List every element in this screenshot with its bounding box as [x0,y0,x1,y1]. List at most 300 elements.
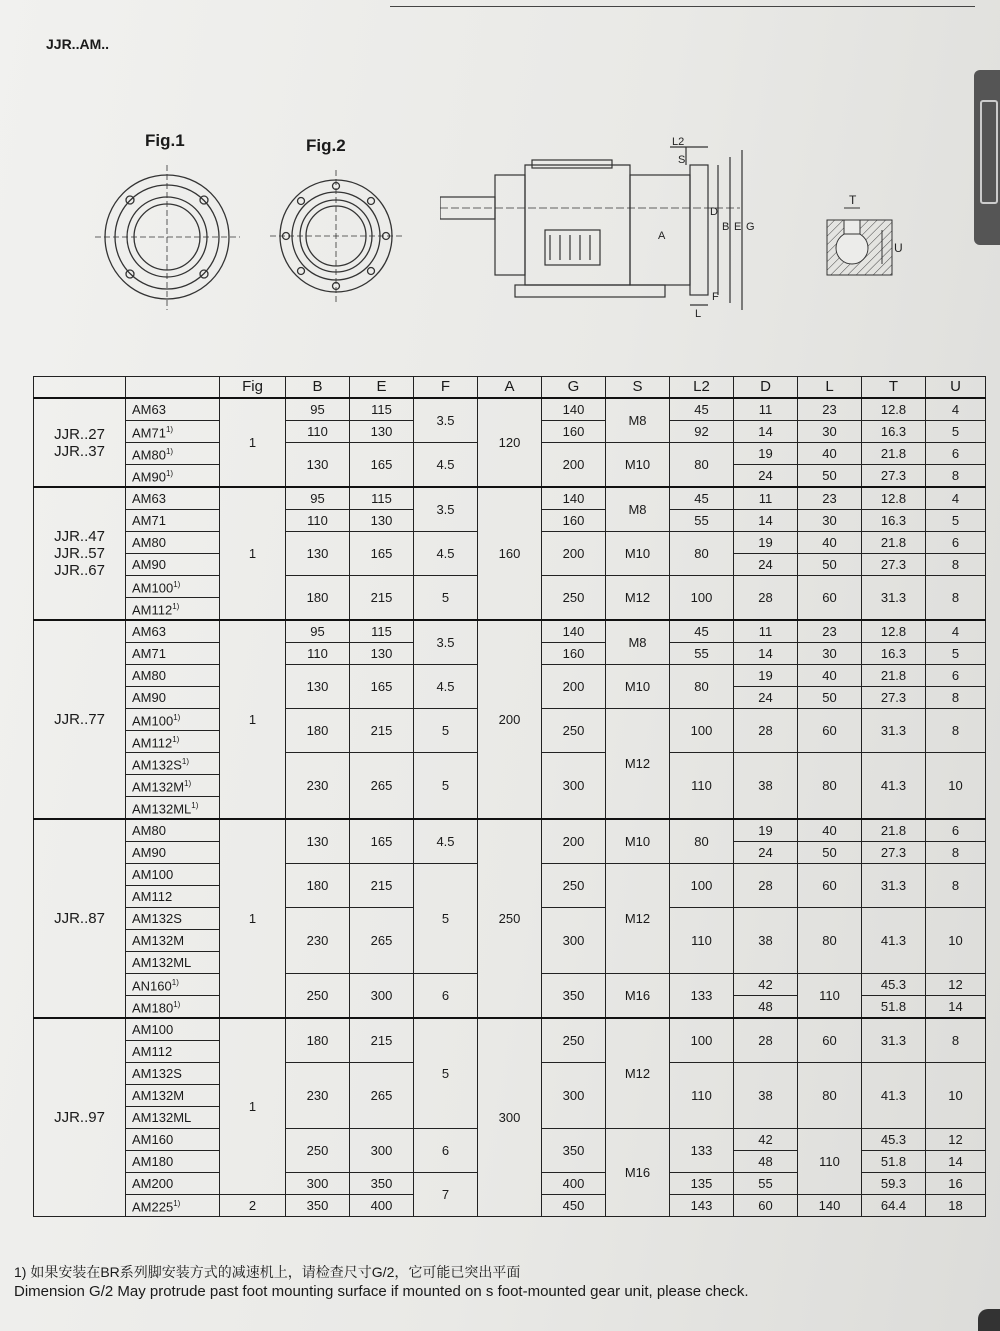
fig-cell: 2 [220,1195,286,1217]
cell-f: 4.5 [414,819,478,864]
cell-l2: 133 [670,1129,734,1173]
motor-model-cell: AM132ML [126,1107,220,1129]
motor-model-cell: AM180 [126,1151,220,1173]
cell-l: 23 [798,487,862,510]
table-row [34,487,986,510]
cell-d: 38 [734,1063,798,1129]
header-l2: L2 [670,377,734,399]
cell-t: 64.4 [862,1195,926,1217]
fig2-label: Fig.2 [306,136,346,155]
cell-b: 300 [286,1173,350,1195]
cell-g: 160 [542,510,606,532]
cell-s: M12 [606,709,670,820]
motor-model-cell: AM71 [126,510,220,532]
motor-model-cell: AM132ML [126,952,220,974]
cell-l: 50 [798,465,862,488]
cell-e: 165 [350,665,414,709]
cell-d: 14 [734,643,798,665]
cell-d: 24 [734,465,798,488]
cell-u: 6 [926,443,986,465]
cell-s: M16 [606,1129,670,1217]
fig-cell: 1 [220,620,286,819]
tab-gear-icon [980,100,998,204]
motor-model-cell: AM80 [126,819,220,842]
cell-d: 28 [734,1018,798,1063]
page-number-corner [978,1309,1000,1331]
dim-s-label: S [678,154,686,166]
cell-l2: 135 [670,1173,734,1195]
header-blank-1 [126,377,220,399]
cell-u: 4 [926,398,986,421]
cell-s: M12 [606,864,670,974]
page-title: JJR..AM.. [46,36,110,52]
cell-g: 200 [542,665,606,709]
cell-s: M8 [606,398,670,443]
cell-l: 80 [798,908,862,974]
cell-d: 11 [734,398,798,421]
cell-b: 130 [286,665,350,709]
cell-e: 400 [350,1195,414,1217]
cell-f: 5 [414,1018,478,1129]
cell-g: 140 [542,398,606,421]
fig2-flange-drawing [270,170,405,305]
cell-d: 19 [734,819,798,842]
cell-a: 120 [478,398,542,487]
side-tab [974,70,1000,245]
cell-l2: 110 [670,753,734,820]
fig-cell: 1 [220,819,286,1018]
cell-a: 300 [478,1018,542,1217]
cell-t: 31.3 [862,576,926,621]
cell-u: 14 [926,996,986,1019]
cell-d: 19 [734,443,798,465]
footnote-english: Dimension G/2 May protrude past foot mounting surface if mounted on s foot-mounted gear unit, please check. [14,1283,749,1300]
cell-b: 95 [286,487,350,510]
cell-g: 200 [542,443,606,488]
header-blank-0 [34,377,126,399]
cell-l: 23 [798,620,862,643]
table-row [34,620,986,643]
cell-d: 48 [734,1151,798,1173]
cell-d: 60 [734,1195,798,1217]
cell-f: 7 [414,1173,478,1217]
motor-model-cell: AM132M [126,1085,220,1107]
cell-g: 140 [542,620,606,643]
header-fig: Fig [220,377,286,399]
cell-u: 8 [926,576,986,621]
cell-t: 16.3 [862,510,926,532]
cell-l: 110 [798,974,862,1019]
cell-l2: 133 [670,974,734,1019]
cell-g: 350 [542,1129,606,1173]
fig1-flange-drawing [95,165,245,315]
motor-model-cell: AM132S [126,1063,220,1085]
table-row [34,398,986,421]
cell-l2: 80 [670,665,734,709]
fig-cell: 1 [220,1018,286,1195]
motor-model-cell: $AM132M^{1)}$ [126,775,220,797]
cell-t: 27.3 [862,554,926,576]
cell-f: 5 [414,753,478,820]
cell-u: 10 [926,753,986,820]
cell-s: M16 [606,974,670,1019]
cell-u: 8 [926,465,986,488]
dim-g-label: G [746,221,755,233]
cell-e: 215 [350,709,414,753]
cell-l: 50 [798,554,862,576]
cell-l2: 100 [670,576,734,621]
cell-g: 300 [542,753,606,820]
motor-model-cell: AM80$^{1)}$ [126,443,220,465]
series-cell: JJR..97 [34,1018,126,1217]
cell-e: 130 [350,510,414,532]
gear-unit-side-drawing [440,135,770,320]
cell-d: 28 [734,864,798,908]
cell-d: 14 [734,421,798,443]
series-cell: JJR..47 JJR..57 JJR..67 [34,487,126,620]
cell-g: 200 [542,819,606,864]
cell-s: M10 [606,532,670,576]
cell-g: 250 [542,576,606,621]
dim-l-label: L [695,308,702,320]
cell-s: M12 [606,576,670,621]
cell-t: 59.3 [862,1173,926,1195]
cell-e: 215 [350,576,414,621]
cell-l2: 92 [670,421,734,443]
dim-b-label: B [722,221,730,233]
cell-u: 8 [926,842,986,864]
cell-u: 6 [926,532,986,554]
cell-t: 21.8 [862,665,926,687]
motor-model-cell: AM63 [126,487,220,510]
cell-d: 42 [734,1129,798,1151]
cell-e: 115 [350,398,414,421]
cell-u: 16 [926,1173,986,1195]
cell-l: 23 [798,398,862,421]
motor-model-cell: AM71$^{1)}$ [126,421,220,443]
header-e: E [350,377,414,399]
motor-model-cell: AM180$^{1)}$ [126,996,220,1019]
table-row [34,819,986,842]
cell-u: 12 [926,1129,986,1151]
cell-u: 8 [926,1018,986,1063]
cell-e: 265 [350,908,414,974]
cell-l: 80 [798,753,862,820]
cell-u: 18 [926,1195,986,1217]
motor-model-cell: AM90 [126,687,220,709]
cell-b: 95 [286,398,350,421]
cell-l: 40 [798,665,862,687]
cell-l2: 110 [670,908,734,974]
cell-g: 250 [542,864,606,908]
cell-l2: 45 [670,487,734,510]
cell-u: 10 [926,1063,986,1129]
cell-e: 165 [350,819,414,864]
cell-b: 110 [286,510,350,532]
cell-l2: 80 [670,443,734,488]
motor-model-cell: AM160 [126,1129,220,1151]
cell-u: 12 [926,974,986,996]
cell-b: 95 [286,620,350,643]
cell-e: 350 [350,1173,414,1195]
cell-u: 10 [926,908,986,974]
cell-s: M12 [606,1018,670,1129]
cell-b: 250 [286,974,350,1019]
cell-l: 80 [798,1063,862,1129]
header-b: B [286,377,350,399]
series-cell: JJR..27 JJR..37 [34,398,126,487]
cell-s: M10 [606,665,670,709]
fig-cell: 1 [220,487,286,620]
cell-b: 180 [286,1018,350,1063]
cell-t: 21.8 [862,532,926,554]
cell-d: 14 [734,510,798,532]
dim-e-label: E [734,221,742,233]
cell-e: 265 [350,1063,414,1129]
motor-model-cell: AM112$^{1)}$ [126,731,220,753]
cell-g: 350 [542,974,606,1019]
keyway-detail-drawing [822,190,922,285]
cell-d: 28 [734,576,798,621]
cell-e: 265 [350,753,414,820]
dim-f-label: F [712,291,719,303]
cell-b: 230 [286,1063,350,1129]
cell-d: 38 [734,908,798,974]
cell-l: 30 [798,643,862,665]
motor-model-cell: AM100$^{1)}$ [126,709,220,731]
cell-b: 250 [286,1129,350,1173]
cell-t: 41.3 [862,753,926,820]
cell-b: 130 [286,532,350,576]
cell-e: 300 [350,974,414,1019]
motor-model-cell: AM63 [126,620,220,643]
cell-l2: 100 [670,864,734,908]
cell-t: 12.8 [862,398,926,421]
cell-l: 40 [798,532,862,554]
cell-l: 50 [798,687,862,709]
cell-a: 200 [478,620,542,819]
dim-l2-label: L2 [672,136,685,148]
motor-model-cell: AM112$^{1)}$ [126,598,220,621]
cell-t: 21.8 [862,443,926,465]
cell-s: M10 [606,819,670,864]
cell-g: 400 [542,1173,606,1195]
footnote-chinese: 1) 如果安装在BR系列脚安装方式的减速机上，请检查尺寸G/2，它可能已突出平面 [14,1264,521,1280]
cell-l: 60 [798,864,862,908]
cell-e: 115 [350,487,414,510]
cell-d: 11 [734,620,798,643]
cell-l2: 45 [670,398,734,421]
cell-f: 3.5 [414,620,478,665]
cell-f: 3.5 [414,487,478,532]
cell-t: 21.8 [862,819,926,842]
cell-f: 4.5 [414,665,478,709]
cell-t: 31.3 [862,1018,926,1063]
cell-b: 180 [286,864,350,908]
top-rule [390,6,975,7]
motor-model-cell: AN160$^{1)}$ [126,974,220,996]
cell-b: 180 [286,709,350,753]
cell-t: 51.8 [862,996,926,1019]
cell-b: 110 [286,421,350,443]
cell-l2: 45 [670,620,734,643]
cell-d: 24 [734,842,798,864]
motor-model-cell: $AM132S^{1)}$ [126,753,220,775]
cell-s: M8 [606,487,670,532]
cell-l2: 100 [670,1018,734,1063]
motor-model-cell: AM90 [126,842,220,864]
cell-b: 130 [286,443,350,488]
cell-b: 130 [286,819,350,864]
motor-model-cell: AM90$^{1)}$ [126,465,220,488]
cell-b: 180 [286,576,350,621]
cell-d: 48 [734,996,798,1019]
header-t: T [862,377,926,399]
header-s: S [606,377,670,399]
cell-l: 40 [798,443,862,465]
cell-e: 165 [350,532,414,576]
cell-l: 60 [798,709,862,753]
cell-g: 160 [542,421,606,443]
cell-u: 4 [926,620,986,643]
cell-l: 40 [798,819,862,842]
cell-e: 130 [350,421,414,443]
cell-u: 8 [926,709,986,753]
dimension-table [33,376,986,1217]
dim-d-label: D [710,206,718,218]
cell-t: 45.3 [862,974,926,996]
cell-e: 115 [350,620,414,643]
cell-d: 19 [734,532,798,554]
cell-t: 51.8 [862,1151,926,1173]
cell-t: 27.3 [862,465,926,488]
cell-e: 165 [350,443,414,488]
motor-model-cell: AM80 [126,532,220,554]
cell-d: 24 [734,687,798,709]
cell-g: 300 [542,908,606,974]
cell-t: 41.3 [862,908,926,974]
cell-s: M10 [606,443,670,488]
cell-u: 8 [926,864,986,908]
table-header [34,377,986,399]
cell-t: 31.3 [862,709,926,753]
motor-model-cell: AM112 [126,886,220,908]
cell-f: 4.5 [414,443,478,488]
cell-d: 55 [734,1173,798,1195]
header-l: L [798,377,862,399]
cell-u: 8 [926,687,986,709]
cell-u: 6 [926,819,986,842]
cell-u: 8 [926,554,986,576]
cell-f: 6 [414,974,478,1019]
cell-g: 250 [542,1018,606,1063]
cell-g: 300 [542,1063,606,1129]
cell-b: 230 [286,908,350,974]
dim-t-label: T [849,193,857,207]
cell-l2: 80 [670,532,734,576]
motor-model-cell: AM132S [126,908,220,930]
cell-t: 27.3 [862,687,926,709]
cell-t: 16.3 [862,421,926,443]
motor-model-cell: AM100 [126,864,220,886]
motor-model-cell: AM71 [126,643,220,665]
cell-e: 215 [350,1018,414,1063]
cell-g: 200 [542,532,606,576]
cell-d: 11 [734,487,798,510]
cell-d: 38 [734,753,798,820]
cell-u: 5 [926,510,986,532]
cell-t: 16.3 [862,643,926,665]
cell-s: M8 [606,620,670,665]
cell-e: 215 [350,864,414,908]
cell-u: 4 [926,487,986,510]
cell-t: 45.3 [862,1129,926,1151]
cell-b: 350 [286,1195,350,1217]
cell-l: 50 [798,842,862,864]
cell-t: 31.3 [862,864,926,908]
header-f: F [414,377,478,399]
motor-model-cell: AM200 [126,1173,220,1195]
cell-g: 450 [542,1195,606,1217]
cell-l2: 55 [670,510,734,532]
cell-g: 160 [542,643,606,665]
motor-model-cell: AM100 [126,1018,220,1041]
header-a: A [478,377,542,399]
cell-l: 140 [798,1195,862,1217]
cell-e: 300 [350,1129,414,1173]
header-g: G [542,377,606,399]
header-u: U [926,377,986,399]
motor-model-cell: AM80 [126,665,220,687]
cell-u: 6 [926,665,986,687]
table-row [34,1018,986,1041]
fig-cell: 1 [220,398,286,487]
cell-l2: 55 [670,643,734,665]
cell-f: 3.5 [414,398,478,443]
cell-f: 6 [414,1129,478,1173]
cell-l: 110 [798,1129,862,1195]
cell-u: 5 [926,643,986,665]
cell-a: 160 [478,487,542,620]
cell-f: 5 [414,576,478,621]
cell-l: 60 [798,576,862,621]
cell-d: 28 [734,709,798,753]
series-cell: JJR..87 [34,819,126,1018]
cell-l2: 143 [670,1195,734,1217]
cell-e: 130 [350,643,414,665]
cell-l2: 100 [670,709,734,753]
cell-l: 30 [798,510,862,532]
cell-l2: 80 [670,819,734,864]
cell-b: 230 [286,753,350,820]
dim-u-label: U [894,241,903,255]
cell-d: 19 [734,665,798,687]
header-d: D [734,377,798,399]
motor-model-cell: AM63 [126,398,220,421]
cell-b: 110 [286,643,350,665]
cell-g: 250 [542,709,606,753]
cell-d: 24 [734,554,798,576]
motor-model-cell: AM132ML$^{1)}$ [126,797,220,820]
cell-l: 30 [798,421,862,443]
cell-u: 5 [926,421,986,443]
motor-model-cell: AM100$^{1)}$ [126,576,220,598]
motor-model-cell: AM132M [126,930,220,952]
cell-f: 4.5 [414,532,478,576]
cell-t: 12.8 [862,487,926,510]
cell-u: 14 [926,1151,986,1173]
series-cell: JJR..77 [34,620,126,819]
